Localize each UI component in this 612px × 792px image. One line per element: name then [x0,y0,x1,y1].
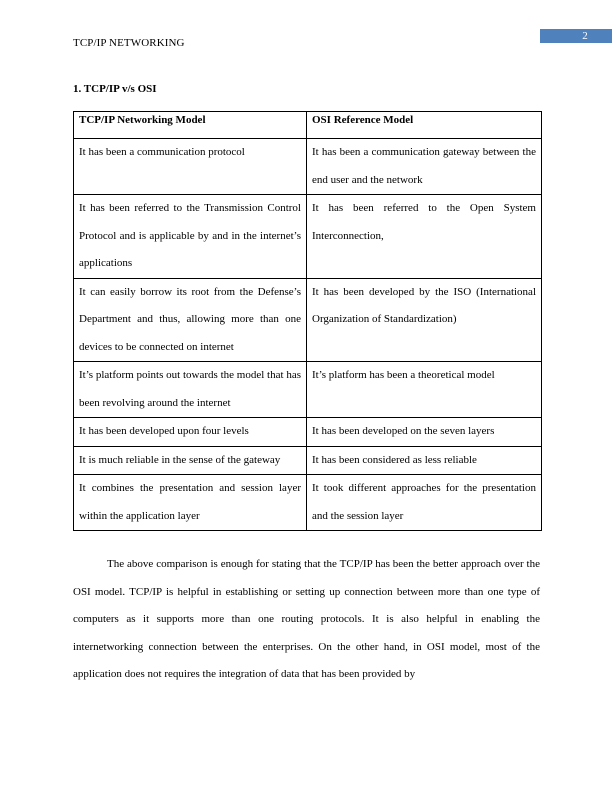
table-cell-tcpip: It has been a communication protocol [74,139,307,195]
table-cell-osi: It has been a communication gateway between the end user and the network [307,139,542,195]
comparison-table [73,111,542,531]
running-head: TCP/IP NETWORKING [73,37,185,49]
table-cell-tcpip: It can easily borrow its root from the Defense’s Department and thus, allowing more than one devices to be connected on internet [74,278,307,362]
table-header-row [74,112,542,139]
table-row [74,139,542,195]
column-header-tcpip: TCP/IP Networking Model [74,112,307,139]
table-cell-osi: It took different approaches for the presentation and the session layer [307,475,542,531]
page-number: 2 [540,29,612,43]
table-cell-osi: It has been developed by the ISO (International Organization of Standardization) [307,278,542,362]
table-cell-tcpip: It’s platform points out towards the model that has been revolving around the internet [74,362,307,418]
table-cell-osi: It has been developed on the seven layers [307,418,542,447]
table-row [74,446,542,475]
table-cell-tcpip: It is much reliable in the sense of the gateway [74,446,307,475]
table-cell-tcpip: It has been referred to the Transmission Control Protocol and is applicable by and in the internet’s applications [74,195,307,279]
column-header-osi: OSI Reference Model [307,112,542,139]
table-row [74,195,542,279]
table-row [74,362,542,418]
section-heading: 1. TCP/IP v/s OSI [73,83,157,95]
table-cell-tcpip: It combines the presentation and session layer within the application layer [74,475,307,531]
table-cell-osi: It has been referred to the Open System Interconnection, [307,195,542,279]
table-cell-tcpip: It has been developed upon four levels [74,418,307,447]
table-row [74,418,542,447]
table-cell-osi: It’s platform has been a theoretical model [307,362,542,418]
table-row [74,278,542,362]
table-cell-osi: It has been considered as less reliable [307,446,542,475]
body-paragraph: The above comparison is enough for stating that the TCP/IP has been the better approach over the OSI model. TCP/IP is helpful in establishing or setting up connection between more than one type of computers as it supports more than one routing protocols. It is also helpful in enabling the internetworking connection between the enterprises. On the other hand, in OSI model, most of the application does not requires the integration of data that has been provided by [73,558,540,680]
table-row [74,475,542,531]
